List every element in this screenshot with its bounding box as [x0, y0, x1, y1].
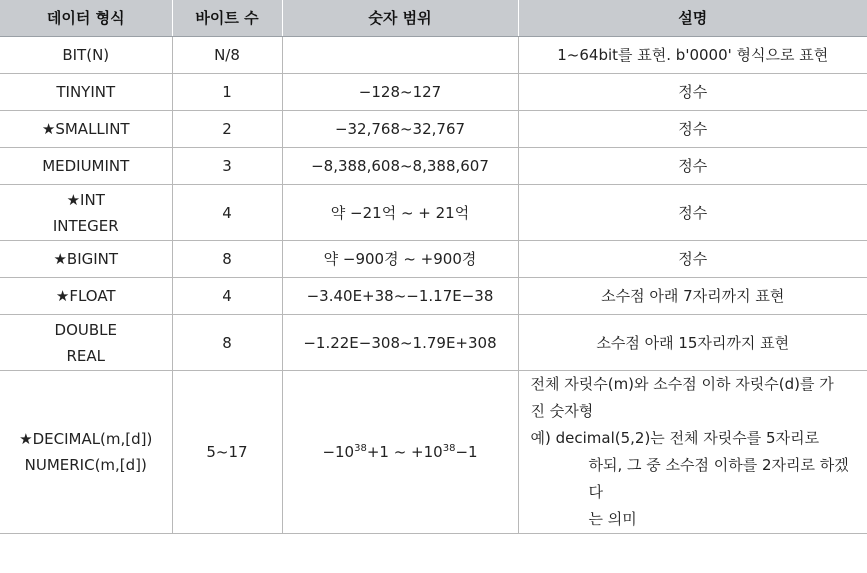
header-bytes: 바이트 수: [172, 0, 282, 37]
table-row: [0, 278, 867, 315]
table-row: [0, 315, 867, 371]
cell-desc: 정수: [518, 111, 867, 148]
range-part: −1: [455, 443, 478, 461]
cell-desc: 소수점 아래 7자리까지 표현: [518, 278, 867, 315]
range-exponent: 38: [442, 443, 456, 454]
desc-line: 전체 자릿수(m)와 소수점 이하 자릿수(d)를 가: [530, 375, 834, 393]
cell-type: TINYINT: [0, 74, 172, 111]
cell-range: −1.22E−308~1.79E+308: [282, 315, 518, 371]
header-row: [0, 0, 867, 37]
cell-range: −32,768~32,767: [282, 111, 518, 148]
cell-desc: [518, 371, 867, 534]
range-part: +1 ~ +10: [366, 443, 443, 461]
cell-range: −128~127: [282, 74, 518, 111]
table-row: [0, 74, 867, 111]
cell-range: 약 −900경 ~ +900경: [282, 241, 518, 278]
cell-range: −3.40E+38~−1.17E−38: [282, 278, 518, 315]
desc-line: 진 숫자형: [530, 402, 594, 420]
type-line: DOUBLE: [54, 320, 117, 339]
cell-desc: 정수: [518, 74, 867, 111]
header-range: 숫자 범위: [282, 0, 518, 37]
type-line: INTEGER: [52, 216, 119, 235]
table-row: [0, 148, 867, 185]
cell-type: ★FLOAT: [0, 278, 172, 315]
type-line: ★INT: [66, 190, 105, 209]
cell-type: MEDIUMINT: [0, 148, 172, 185]
cell-bytes: 2: [172, 111, 282, 148]
cell-desc: 정수: [518, 241, 867, 278]
cell-type: ★BIGINT: [0, 241, 172, 278]
cell-range: [282, 37, 518, 74]
cell-bytes: 4: [172, 278, 282, 315]
table-row: [0, 185, 867, 241]
table-row: [0, 37, 867, 74]
cell-bytes: 8: [172, 241, 282, 278]
cell-bytes: 8: [172, 315, 282, 371]
cell-range: −8,388,608~8,388,607: [282, 148, 518, 185]
type-line: ★DECIMAL(m,[d]): [19, 430, 153, 448]
cell-bytes: 4: [172, 185, 282, 241]
cell-type: [0, 315, 172, 371]
cell-type: ★SMALLINT: [0, 111, 172, 148]
cell-range: [282, 371, 518, 534]
desc-line: 예) decimal(5,2)는 전체 자릿수를 5자리로: [530, 429, 820, 447]
type-line: NUMERIC(m,[d]): [24, 456, 147, 474]
header-data-type: 데이터 형식: [0, 0, 172, 37]
table-row: [0, 111, 867, 148]
desc-line: 하되, 그 중 소수점 이하를 2자리로 하겠다: [588, 456, 849, 501]
table-row: [0, 371, 867, 534]
desc-line: 는 의미: [588, 510, 637, 528]
cell-type: [0, 371, 172, 534]
cell-bytes: 5~17: [172, 371, 282, 534]
cell-desc: 정수: [518, 185, 867, 241]
type-line: REAL: [66, 346, 106, 365]
cell-bytes: N/8: [172, 37, 282, 74]
range-exponent: 38: [354, 443, 367, 454]
cell-bytes: 1: [172, 74, 282, 111]
cell-desc: 1~64bit를 표현. b'0000' 형식으로 표현: [518, 37, 867, 74]
cell-desc: 정수: [518, 148, 867, 185]
range-part: −10: [322, 443, 355, 461]
cell-range: 약 −21억 ~ + 21억: [282, 185, 518, 241]
cell-bytes: 3: [172, 148, 282, 185]
header-description: 설명: [518, 0, 867, 37]
cell-type: BIT(N): [0, 37, 172, 74]
cell-type: [0, 185, 172, 241]
cell-desc: 소수점 아래 15자리까지 표현: [518, 315, 867, 371]
table-row: [0, 241, 867, 278]
